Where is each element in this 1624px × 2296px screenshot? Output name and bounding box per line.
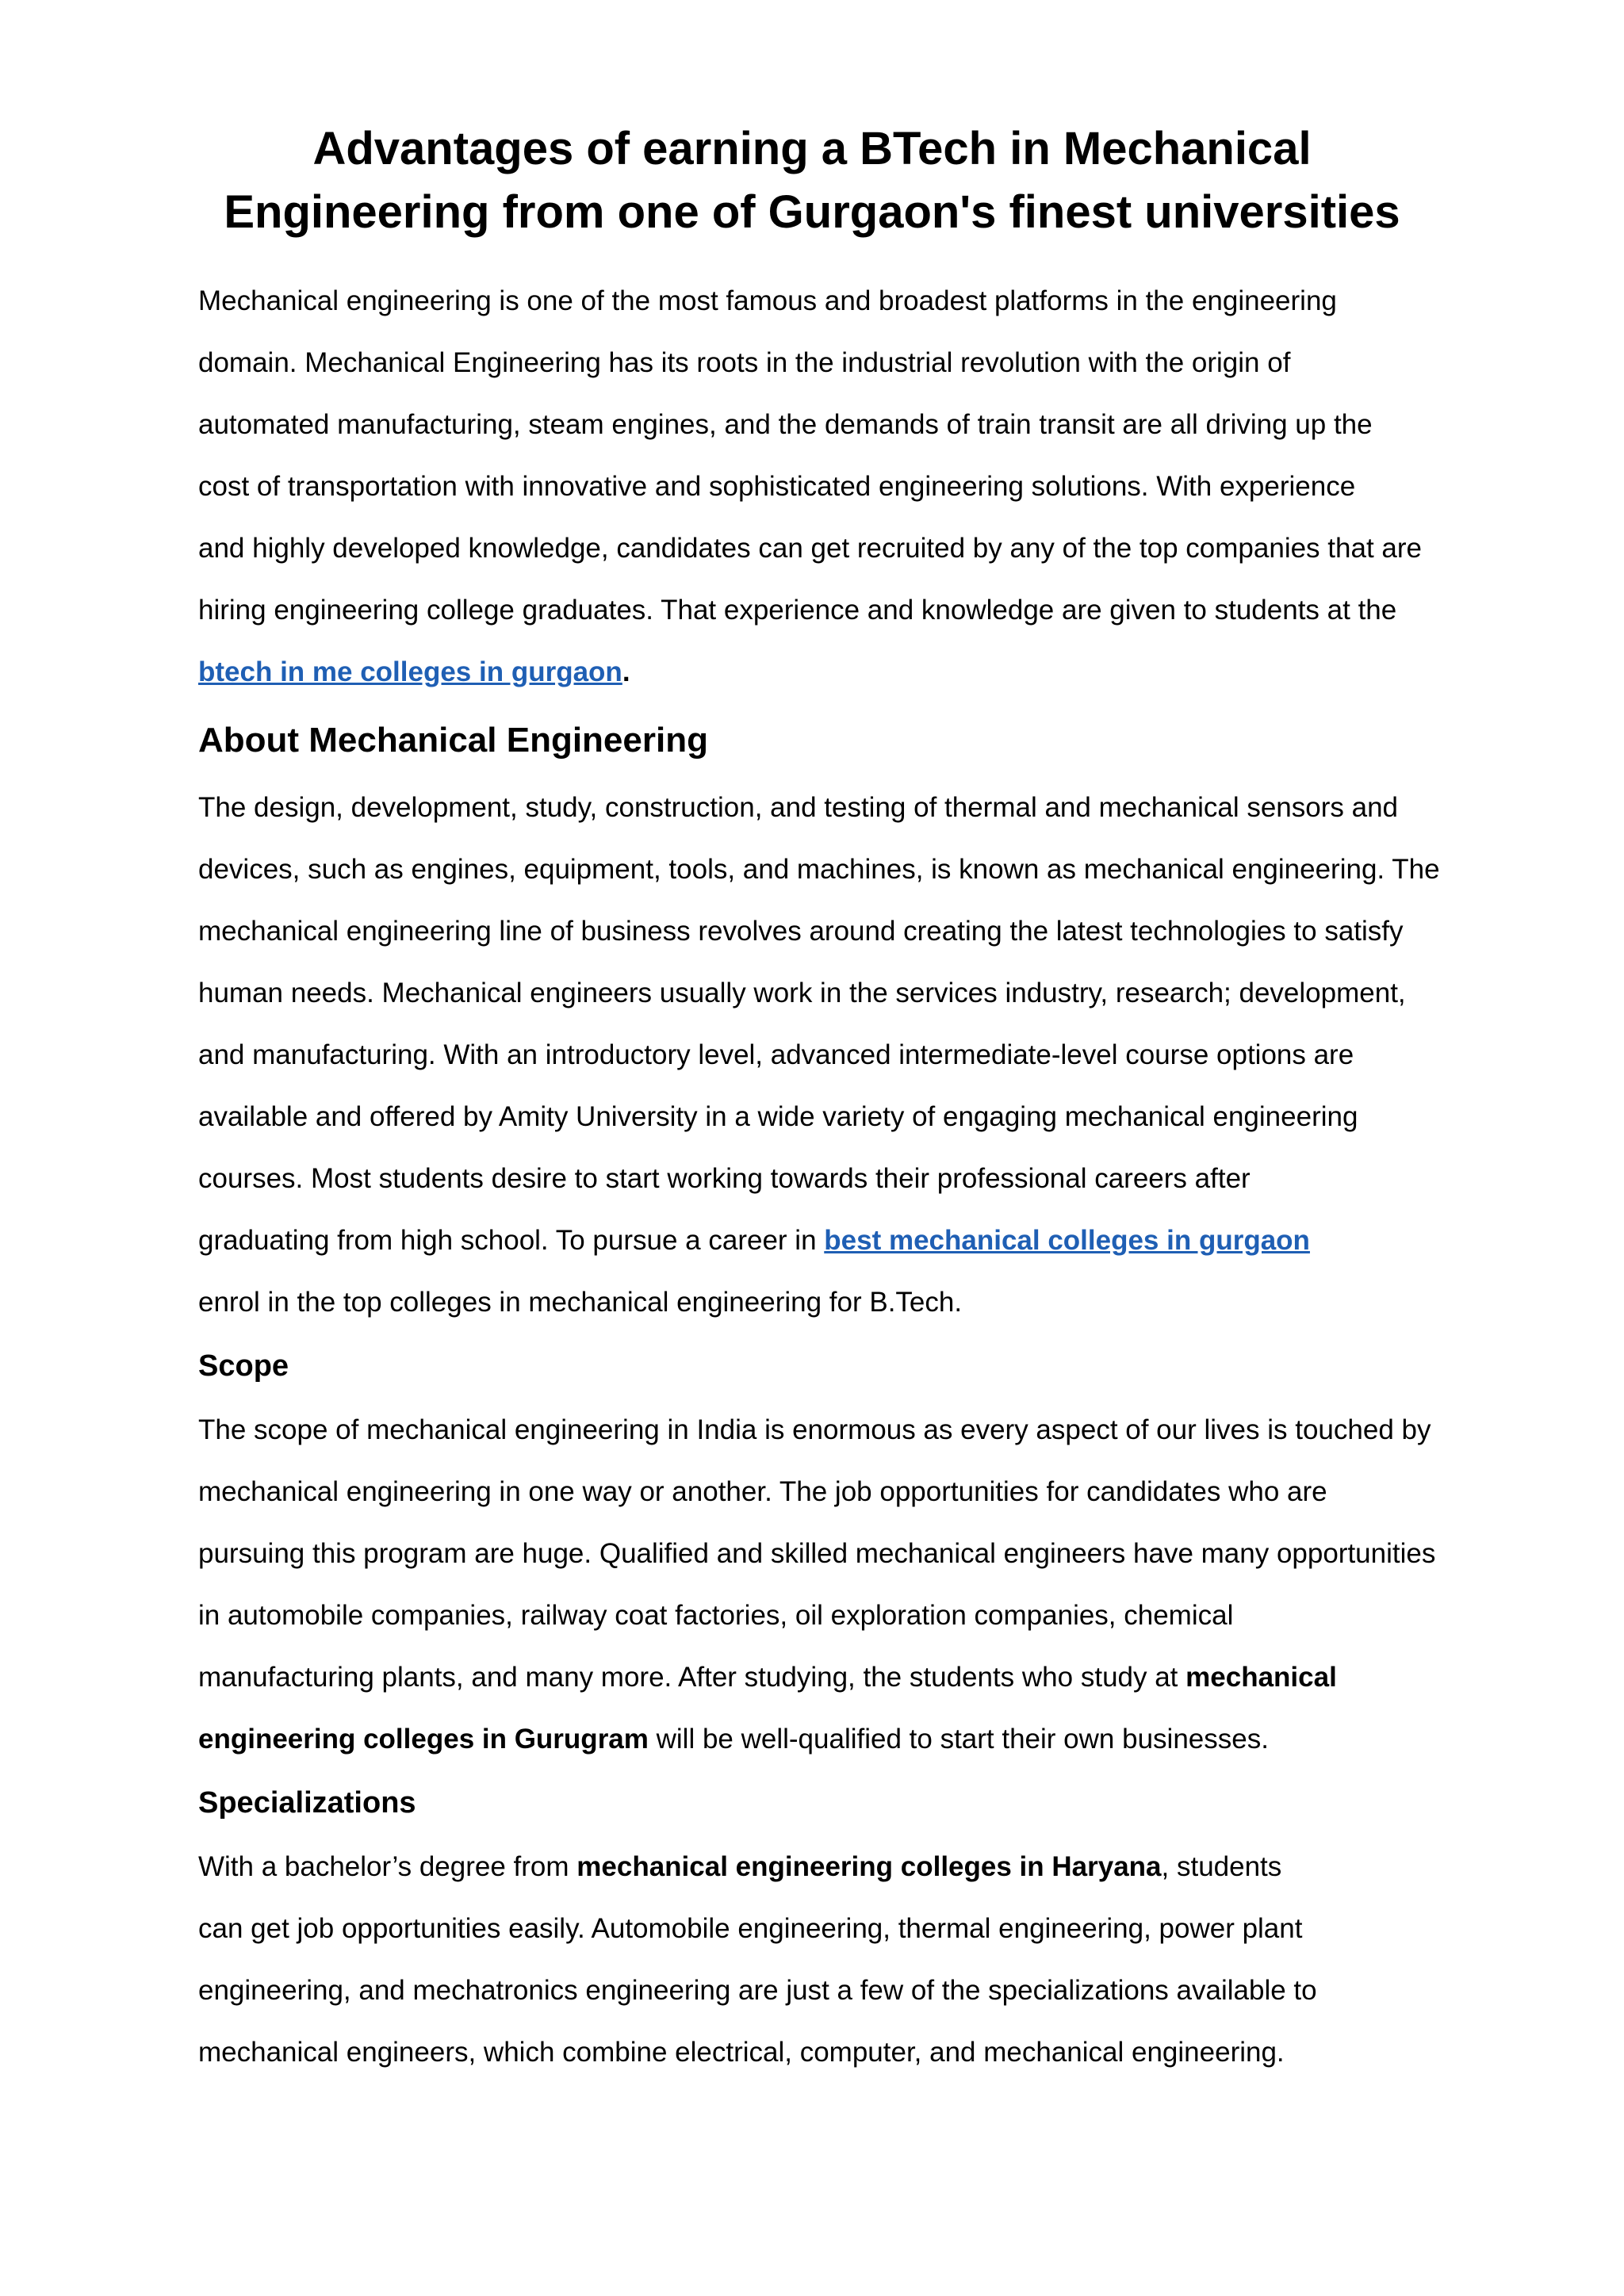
about-line-9: enrol in the top colleges in mechanical engineering for B.Tech. xyxy=(198,1287,963,1318)
about-line-4: human needs. Mechanical engineers usually work in the services industry, research; development, xyxy=(198,978,1406,1008)
spec-line-1-pre: With a bachelor’s degree from xyxy=(198,1851,577,1882)
about-line-1: The design, development, study, construction, and testing of thermal and mechanical sensors and xyxy=(198,792,1398,823)
scope-line-6 xyxy=(198,1720,1269,1759)
title-line-2: Engineering from one of Gurgaon's finest universities xyxy=(224,186,1400,238)
best-mechanical-colleges-link[interactable]: best mechanical colleges in gurgaon xyxy=(824,1225,1310,1256)
intro-line-2: domain. Mechanical Engineering has its roots in the industrial revolution with the origin of xyxy=(198,347,1291,378)
spec-line-4: mechanical engineers, which combine electrical, computer, and mechanical engineering. xyxy=(198,2037,1285,2068)
scope-line-2: mechanical engineering in one way or another. The job opportunities for candidates who are xyxy=(198,1476,1327,1507)
about-line-7: courses. Most students desire to start working towards their professional careers after xyxy=(198,1163,1251,1194)
scope-line-6-text: will be well-qualified to start their own businesses. xyxy=(648,1724,1269,1755)
spec-line-1-post: , students xyxy=(1161,1851,1282,1882)
scope-bold-phrase-start: mechanical xyxy=(1185,1662,1337,1693)
specializations-heading: Specializations xyxy=(198,1786,416,1820)
scope-line-4: in automobile companies, railway coat factories, oil exploration companies, chemical xyxy=(198,1600,1234,1631)
scope-heading: Scope xyxy=(198,1349,289,1383)
btech-me-colleges-link[interactable]: btech in me colleges in gurgaon xyxy=(198,656,622,687)
scope-line-1: The scope of mechanical engineering in India is enormous as every aspect of our lives is touched by xyxy=(198,1414,1431,1445)
intro-line-7 xyxy=(198,652,630,692)
title-line-1: Advantages of earning a BTech in Mechanical xyxy=(312,123,1312,174)
about-line-8-text: graduating from high school. To pursue a career in xyxy=(198,1225,825,1256)
about-line-6: available and offered by Amity University in a wide variety of engaging mechanical engineering xyxy=(198,1101,1358,1132)
spec-line-1 xyxy=(198,1847,1281,1887)
about-line-3: mechanical engineering line of business revolves around creating the latest technologies to satisfy xyxy=(198,916,1404,947)
scope-line-3: pursuing this program are huge. Qualified and skilled mechanical engineers have many opportunities xyxy=(198,1538,1436,1569)
spec-bold-phrase: mechanical engineering colleges in Haryana xyxy=(576,1851,1162,1882)
intro-line-6: hiring engineering college graduates. That experience and knowledge are given to students at the xyxy=(198,595,1397,626)
about-heading: About Mechanical Engineering xyxy=(198,721,708,760)
intro-line-5: and highly developed knowledge, candidates can get recruited by any of the top companies that are xyxy=(198,533,1422,564)
intro-line-1: Mechanical engineering is one of the most famous and broadest platforms in the engineering xyxy=(198,285,1337,316)
scope-line-5-text: manufacturing plants, and many more. After studying, the students who study at xyxy=(198,1662,1186,1693)
about-line-2: devices, such as engines, equipment, tools, and machines, is known as mechanical engineering. The xyxy=(198,854,1440,885)
scope-line-5 xyxy=(198,1658,1337,1697)
scope-bold-phrase-end: engineering colleges in Gurugram xyxy=(198,1724,649,1755)
page-title xyxy=(159,117,1465,244)
intro-line-3: automated manufacturing, steam engines, and the demands of train transit are all driving up the xyxy=(198,409,1373,440)
intro-link-period: . xyxy=(622,656,630,687)
spec-line-3: engineering, and mechatronics engineering are just a few of the specializations available to xyxy=(198,1975,1317,2006)
intro-line-4: cost of transportation with innovative and sophisticated engineering solutions. With experience xyxy=(198,471,1356,502)
spec-line-2: can get job opportunities easily. Automobile engineering, thermal engineering, power plant xyxy=(198,1913,1303,1944)
about-line-5: and manufacturing. With an introductory level, advanced intermediate-level course options are xyxy=(198,1039,1354,1070)
about-line-8 xyxy=(198,1221,1310,1261)
